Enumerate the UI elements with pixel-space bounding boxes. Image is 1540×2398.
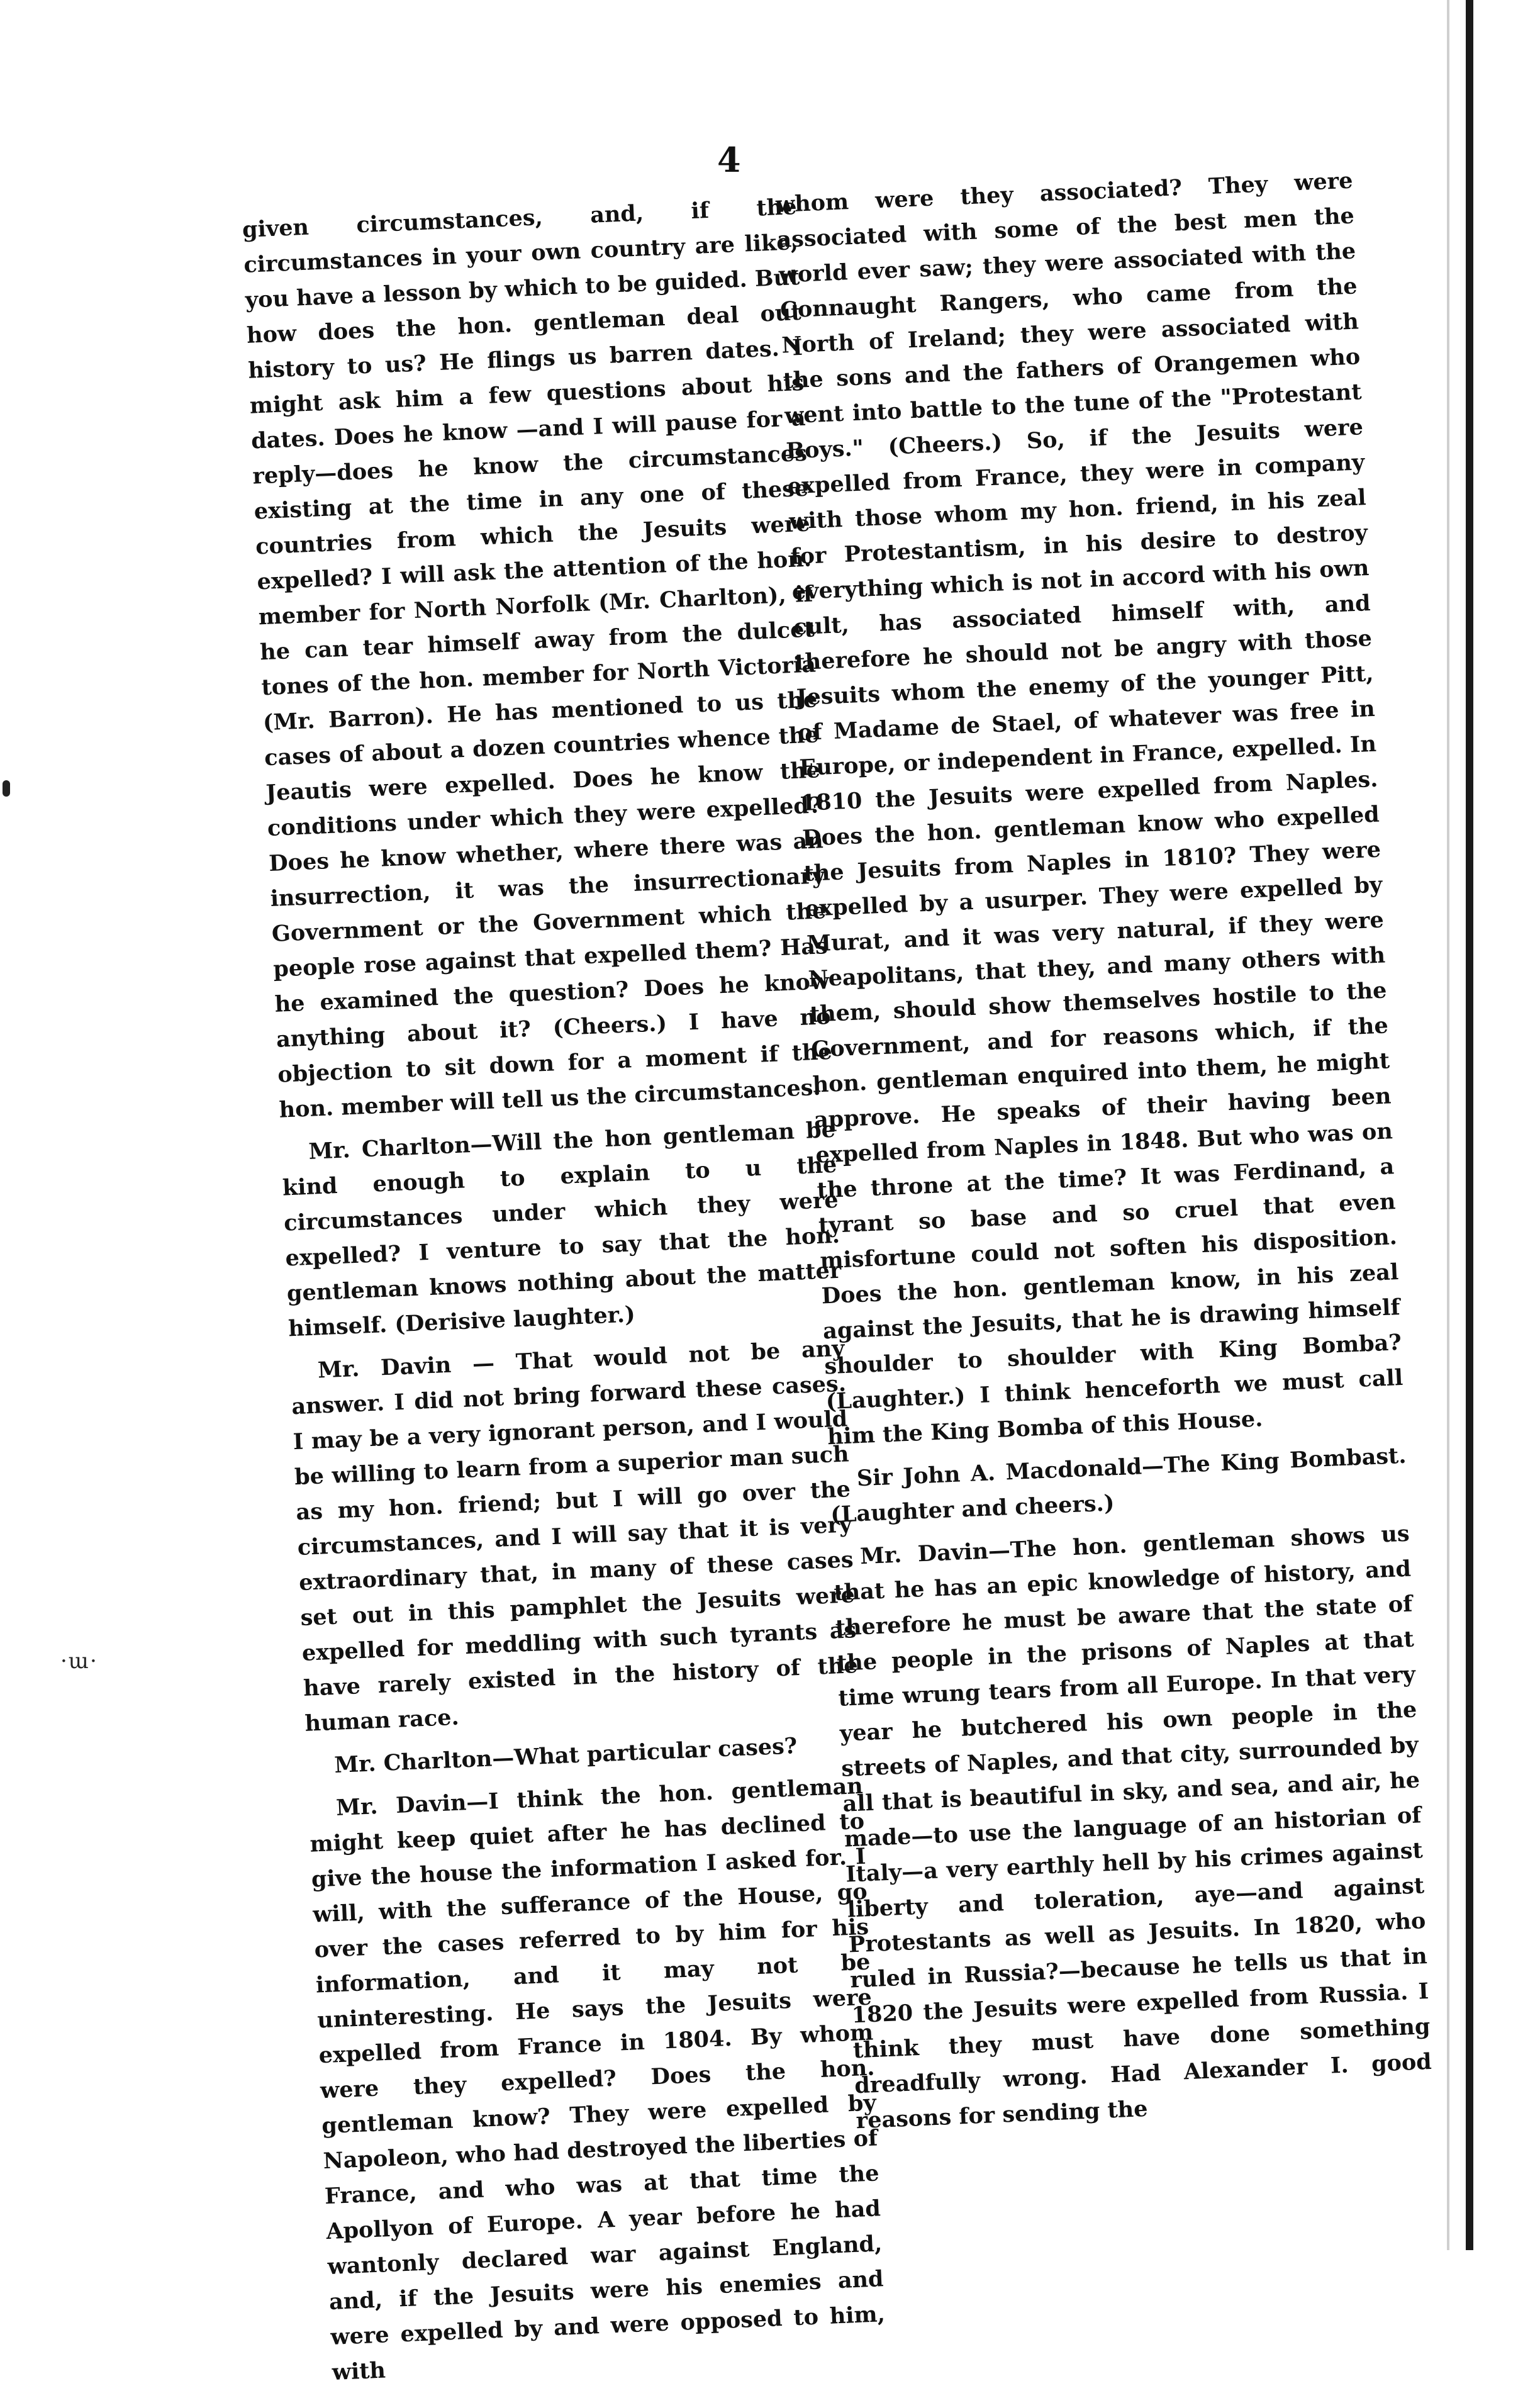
left-paragraph-1: given circumstances, and, if the circumstances in your own country are like, you have a lesson by which to be guided. But how does the hon. gentleman deal out history to us? He flings us barren dates. I might ask him a few questions about his dates. Does he know —and I will pause for a reply—does he know the circumstances existing at the time in any one of these countries from which the Jesuits were expelled? I will ask the attention of the hon. member for North Norfolk (Mr. Charlton), if he can tear himself away from the dulcet tones of the hon. member for North Victoria (Mr. Barron). He has mentioned to us the cases of about a dozen countries whence the Jeautis were expelled. Does he know the conditions under which they were expelled? Does he know whether, where there was an insurrection, it was the insurrectionary Government or the Government which the people rose against that expelled them? Has he examined the question? Does he know anything about it? (Cheers.) I have no objection to sit down for a moment if the hon. member will tell us the circumstances. [242, 194, 833, 1123]
page-edge-border [1466, 0, 1473, 2250]
right-paragraph-1: whom were they associated? They were associated with some of the best men the world ever saw; they were associated with the Connaught Rangers, who came from the North of Ireland; they were associated with the sons and the fathers of Orangemen who went into battle to the tune of the "Protestant Boys." (Cheers.) So, if the Jesuits were expelled from France, they were in company with those whom my hon. friend, in his zeal for Protestantism, in his desire to destroy everything which is not in accord with his own cult, has associated himself with, and therefore he should not be angry with those Jesuits whom the enemy of the younger Pitt, of Madame de Stael, of whatever was free in Europe, or independent in France, expelled. In 1810 the Jesuits were expelled from Naples. Does the hon. gentleman know who expelled the Jesuits from Naples in 1810? They were expelled by a usurper. They were expelled by Murat, and it was very natural, if they were Neapolitans, that they, and many others with them, should show themselves hostile to the Government, and for reasons which, if the hon. gentleman enquired into them, he might approve. He speaks of their having been expelled from Naples in 1848. But who was on the throne at the time? It was Ferdinand, a tyrant so base and so cruel that even misfortune could not soften his disposition. Does the hon. gentleman know, in his zeal against the Jesuits, that he is drawing himself shoulder to shoulder with King Bomba? (Laughter.) I think henceforth we must call him the King Bomba of this House. [775, 167, 1403, 1450]
right-paragraph-3: Mr. Davin—The hon. gentleman shows us that he has an epic knowledge of history, and therefore he must be aware that the state of the people in the prisons of Naples at that time wrung tears from all Europe. In that very year he butchered his own people in the streets of Naples, and that city, surrounded by all that is beautiful in sky, and sea, and air, he made—to use the language of an historian of Italy—a very earthly hell by his crimes against liberty and toleration, aye—and against Protestants as well as Jesuits. In 1820, who ruled in Russia?—because he tells us that in 1820 the Jesuits were expelled from Russia. I think they must have done something dreadfully wrong. Had Alexander I. good reasons for sending the [833, 1520, 1432, 2134]
page-number: 4 [717, 140, 741, 180]
right-paragraph-2: Sir John A. Macdonald—The King Bombast. (Laughter and cheers.) [830, 1442, 1407, 1528]
left-paragraph-3: Mr. Davin — That would not be any answer. I did not bring forward these cases. I may be a very ignorant person, and I would be willing to learn from a superior man such as my hon. friend; but I will go over the circumstances, and I will say that it is very extraordinary that, in many of these cases set out in this pamphlet the Jesuits were expelled for meddling with such tyrants as have rarely existed in the history of the human race. [291, 1335, 859, 1737]
margin-ink-dot [3, 780, 10, 797]
page-edge-shadow [1447, 0, 1449, 2250]
left-paragraph-4: Mr. Charlton—What particular cases? [333, 1733, 798, 1778]
left-paragraph-2: Mr. Charlton—Will the hon gentleman be kind enough to explain to u the circumstances under which they were expelled? I venture to say that the hon. gentleman knows nothing about the matter himself. (Derisive laughter.) [282, 1116, 842, 1342]
left-paragraph-5: Mr. Davin—I think the hon. gentleman might keep quiet after he has declined to give the house the information I asked for. I will, with the sufferance of the House, go over the cases referred to by him for his information, and it may not be uninteresting. He says the Jesuits were expelled from France in 1804. By whom were they expelled? Does the hon. gentleman know? They were expelled by Napoleon, who had destroyed the liberties of France, and who was at that time the Apollyon of Europe. A year before he had wantonly declared war against England, and, if the Jesuits were his enemies and were expelled by and were opposed to him, with [309, 1773, 886, 2385]
margin-ink-mark: ·ɯ· [60, 1649, 98, 1674]
right-column [775, 164, 1434, 2147]
